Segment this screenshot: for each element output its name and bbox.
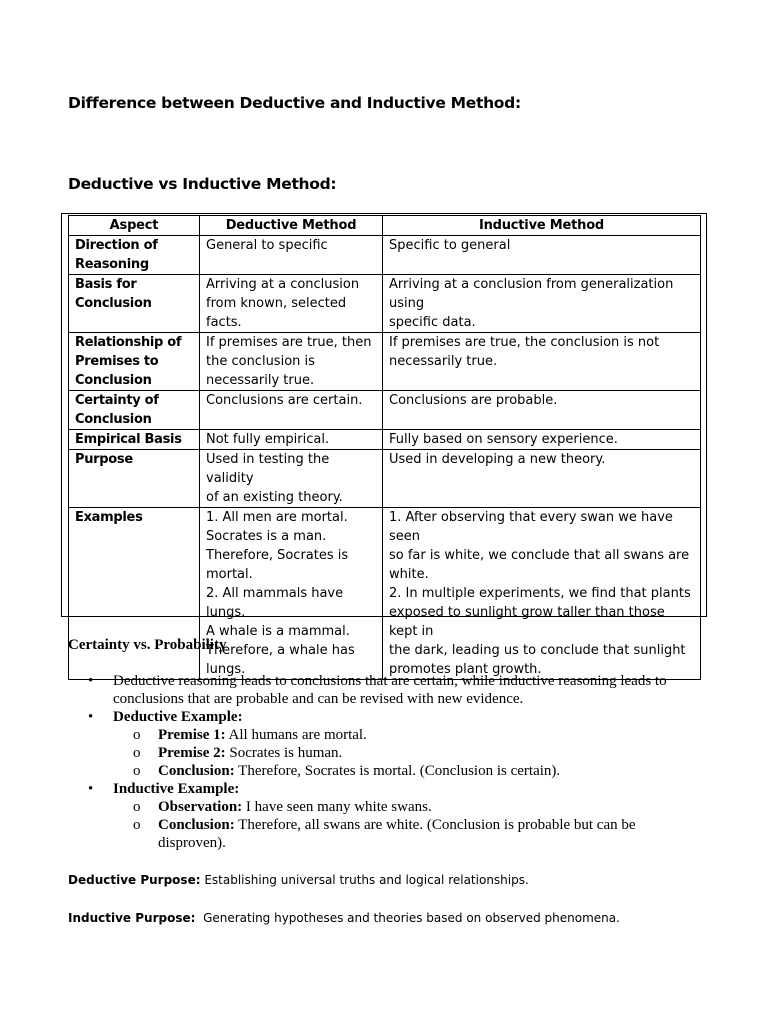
- list-item: [68, 672, 678, 708]
- item-label: Premise 2:: [158, 745, 226, 761]
- row-inductive: Used in developing a new theory.: [383, 450, 701, 508]
- item-label: Observation:: [158, 799, 243, 815]
- list-item: [113, 816, 678, 852]
- row-aspect: Empirical Basis: [69, 430, 200, 450]
- deductive-sub-list: [113, 726, 678, 780]
- circle-bullet-icon: o: [133, 745, 141, 761]
- list-item: [113, 798, 678, 816]
- header-deductive: Deductive Method: [200, 216, 383, 236]
- comparison-table: [68, 215, 701, 680]
- table-row: [69, 333, 701, 391]
- row-inductive: Specific to general: [383, 236, 701, 275]
- list-item: [68, 780, 678, 852]
- row-deductive: General to specific: [200, 236, 383, 275]
- row-aspect: Basis for Conclusion: [69, 275, 200, 333]
- circle-bullet-icon: o: [133, 817, 141, 833]
- circle-bullet-icon: o: [133, 727, 141, 743]
- table-row: [69, 236, 701, 275]
- list-item: [68, 708, 678, 780]
- table-heading: Deductive vs Inductive Method:: [68, 175, 337, 193]
- deductive-purpose-text: Establishing universal truths and logical relationships.: [200, 873, 529, 887]
- document-title: Difference between Deductive and Inductive Method:: [68, 94, 521, 112]
- item-label: Premise 1:: [158, 727, 226, 743]
- item-text: All humans are mortal.: [225, 727, 367, 743]
- inductive-purpose-colon: :: [190, 911, 196, 925]
- item-text: I have seen many white swans.: [242, 799, 432, 815]
- item-text: Socrates is human.: [225, 745, 343, 761]
- table-row: [69, 275, 701, 333]
- item-label: Conclusion:: [158, 763, 235, 779]
- row-inductive: Conclusions are probable.: [383, 391, 701, 430]
- row-deductive: Arriving at a conclusion from known, selected facts.: [200, 275, 383, 333]
- table-row: [69, 450, 701, 508]
- bullet-icon: •: [88, 673, 94, 689]
- bullet-list: [68, 672, 678, 852]
- inductive-purpose-label: Inductive Purpose: [68, 911, 191, 925]
- deductive-purpose-label: Deductive Purpose:: [68, 873, 201, 887]
- row-deductive: Not fully empirical.: [200, 430, 383, 450]
- row-aspect: Direction of Reasoning: [69, 236, 200, 275]
- deductive-purpose: [68, 873, 529, 887]
- table-header-row: [69, 216, 701, 236]
- header-inductive: Inductive Method: [383, 216, 701, 236]
- intro-text: Deductive reasoning leads to conclusions that are certain, while inductive reasoning leads to conclusions that are probable and can be revised with new evidence.: [113, 673, 667, 707]
- table-row: [69, 430, 701, 450]
- row-aspect: Certainty of Conclusion: [69, 391, 200, 430]
- header-aspect: Aspect: [69, 216, 200, 236]
- item-text: Therefore, all swans are white. (Conclusion is probable but can be disproven).: [158, 817, 636, 851]
- list-item: [113, 744, 678, 762]
- section-title: Certainty vs. Probability: [68, 637, 227, 653]
- row-aspect: Examples: [69, 508, 200, 680]
- row-deductive: Conclusions are certain.: [200, 391, 383, 430]
- row-inductive: 1. After observing that every swan we have seen so far is white, we conclude that all swans are white. 2. In multiple experiments, we find that plants exposed to sunlight grow taller than those kept in the dark, leading us to conclude that sunlight promotes plant growth.: [383, 508, 701, 680]
- row-deductive: Used in testing the validity of an existing theory.: [200, 450, 383, 508]
- bullet-icon: •: [88, 709, 94, 725]
- inductive-example-title: Inductive Example:: [113, 781, 240, 797]
- circle-bullet-icon: o: [133, 799, 141, 815]
- row-aspect: Purpose: [69, 450, 200, 508]
- list-item: [113, 726, 678, 744]
- table-row: [69, 391, 701, 430]
- circle-bullet-icon: o: [133, 763, 141, 779]
- row-inductive: Arriving at a conclusion from generalization using specific data.: [383, 275, 701, 333]
- row-inductive: If premises are true, the conclusion is not necessarily true.: [383, 333, 701, 391]
- item-label: Conclusion:: [158, 817, 235, 833]
- inductive-purpose: [68, 911, 620, 925]
- bullet-icon: •: [88, 781, 94, 797]
- inductive-sub-list: [113, 798, 678, 852]
- list-item: [113, 762, 678, 780]
- row-aspect: Relationship of Premises to Conclusion: [69, 333, 200, 391]
- row-inductive: Fully based on sensory experience.: [383, 430, 701, 450]
- row-deductive: 1. All men are mortal. Socrates is a man. Therefore, Socrates is mortal. 2. All mammals have lungs. A whale is a mammal. Therefore, a whale has lungs.: [200, 508, 383, 680]
- item-text: Therefore, Socrates is mortal. (Conclusion is certain).: [234, 763, 561, 779]
- inductive-purpose-text: Generating hypotheses and theories based on observed phenomena.: [195, 911, 620, 925]
- deductive-example-title: Deductive Example:: [113, 709, 243, 725]
- row-deductive: If premises are true, then the conclusion is necessarily true.: [200, 333, 383, 391]
